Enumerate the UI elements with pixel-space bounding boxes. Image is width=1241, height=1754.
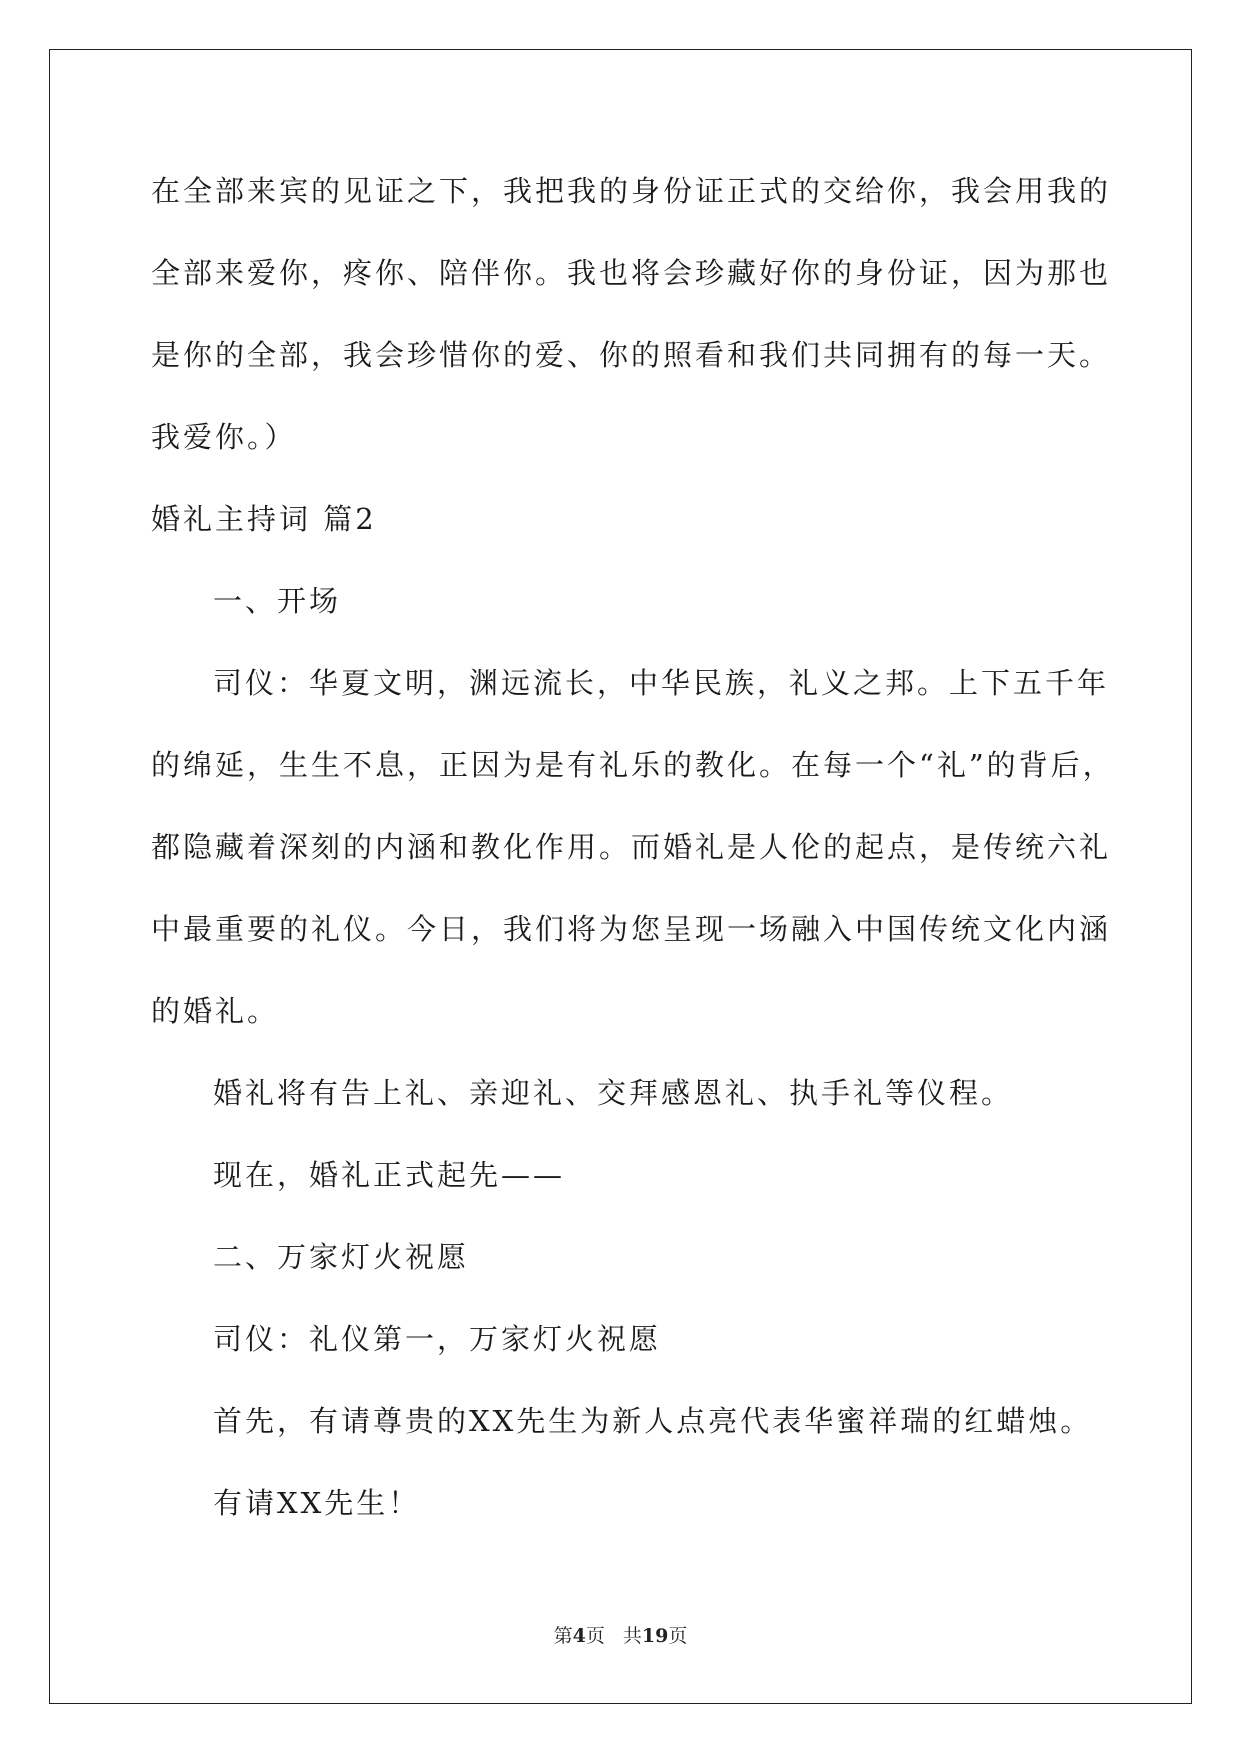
paragraph-line: 中最重要的礼仪。今日，我们将为您呈现一场融入中国传统文化内涵: [151, 912, 1112, 946]
subsection-heading: 二、万家灯火祝愿: [213, 1240, 470, 1274]
total-prefix: 共: [622, 1625, 642, 1647]
paragraph-line: 全部来爱你，疼你、陪伴你。我也将会珍藏好你的身份证，因为那也: [151, 256, 1112, 290]
paragraph-line: 是你的全部，我会珍惜你的爱、你的照看和我们共同拥有的每一天。: [151, 338, 1112, 372]
document-body: [151, 160, 1115, 1554]
page-prefix: 第: [553, 1625, 573, 1647]
subsection-heading: 一、开场: [213, 584, 342, 618]
paragraph-line: 我爱你。）: [151, 420, 297, 454]
paragraph-line: 婚礼将有告上礼、亲迎礼、交拜感恩礼、执手礼等仪程。: [213, 1076, 1014, 1110]
total-suffix: 页: [668, 1625, 688, 1647]
section-heading: 婚礼主持词 篇2: [151, 502, 377, 536]
paragraph-line: 司仪：华夏文明，渊远流长，中华民族，礼义之邦。上下五千年: [213, 666, 1110, 700]
paragraph-line: 现在，婚礼正式起先——: [213, 1158, 566, 1192]
paragraph-line: 首先，有请尊贵的XX先生为新人点亮代表华蜜祥瑞的红蜡烛。: [213, 1404, 1093, 1438]
page-footer: [0, 1621, 1241, 1648]
paragraph-line: 司仪：礼仪第一，万家灯火祝愿: [213, 1322, 662, 1356]
page-number: 4: [572, 1625, 586, 1647]
page-suffix: 页: [585, 1625, 605, 1647]
paragraph-line: 有请XX先生！: [213, 1486, 421, 1520]
paragraph-line: 的婚礼。: [151, 994, 280, 1028]
paragraph-line: 的绵延，生生不息，正因为是有礼乐的教化。在每一个“礼”的背后，: [151, 748, 1115, 782]
total-pages: 19: [641, 1625, 669, 1647]
paragraph-line: 都隐藏着深刻的内涵和教化作用。而婚礼是人伦的起点，是传统六礼: [151, 830, 1112, 864]
paragraph-line: 在全部来宾的见证之下，我把我的身份证正式的交给你，我会用我的: [151, 174, 1112, 208]
